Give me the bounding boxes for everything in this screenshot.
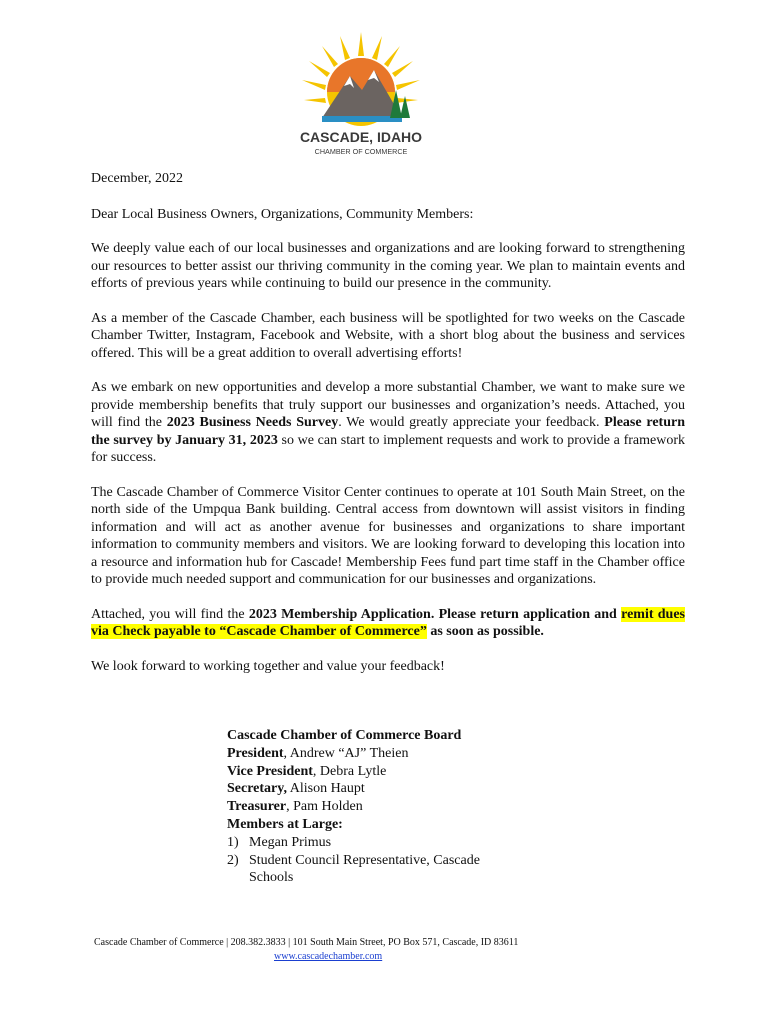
board-president: President, Andrew “AJ” Theien (227, 745, 409, 761)
letter-body (91, 170, 685, 692)
list-item: 2) Student Council Representative, Cascade (227, 852, 480, 868)
footer-contact: Cascade Chamber of Commerce | 208.382.3833 | 101 South Main Street, PO Box 571, Cascade, ID 83611 (94, 937, 519, 948)
board-treasurer: Treasurer, Pam Holden (227, 799, 363, 815)
application-title: 2023 Membership Application (248, 606, 431, 622)
survey-title: 2023 Business Needs Survey (166, 415, 339, 430)
list-item-continuation: Schools (249, 870, 294, 886)
board-list (227, 727, 527, 887)
paragraph-3: As we embark on new opportunities and develop a more substantial Chamber, we want to make sure we provide membership benefits that truly support our businesses and organization’s needs. Attached, you will find the 2023 Business Needs Survey. We would greatly appreciate your feedback. Please return the survey by January 31, 2023 so we can start to implement requests and work to provide a framework for success. (91, 380, 685, 465)
letter-date: December, 2022 (91, 171, 183, 186)
sun-mountain-emblem (300, 30, 422, 160)
members-title: Members at Large: (227, 816, 343, 832)
chamber-logo (300, 30, 422, 160)
closing-line: We look forward to working together and value your feedback! (91, 658, 445, 674)
logo-name: CASCADE, IDAHO (300, 129, 422, 145)
board-vice-president: Vice President, Debra Lytle (227, 763, 387, 779)
board-secretary: Secretary, Alison Haupt (227, 781, 365, 797)
remit-dues-highlight: remit dues via Check payable to “Cascade Chamber of Commerce” (91, 606, 686, 639)
paragraph-1: We deeply value each of our local businesses and organizations and are looking forward to strengthening our resources to better assist our thriving community in the coming year. We plan to maintain events and efforts of previous years while continuing to build our presence in the community. (91, 241, 685, 291)
paragraph-5: Attached, you will find the 2023 Membership Application. Please return application and remit dues via Check payable to “Cascade Chamber of Commerce” as soon as possible. (91, 606, 686, 639)
paragraph-4: The Cascade Chamber of Commerce Visitor Center continues to operate at 101 South Main Street, on the north side of the Umpqua Bank building. Central access from downtown will assist visitors in finding information and will act as another avenue for businesses and organizations to share important information to community members and visitors. We are looking forward to developing this location into a resource and information hub for Cascade! Membership Fees fund part time staff in the Chamber office to provide much needed support and communication for our businesses and organizations. (91, 484, 685, 587)
paragraph-2: As a member of the Cascade Chamber, each business will be spotlighted for two weeks on the Cascade Chamber Twitter, Instagram, Facebook and Website, with a short blog about the business and services offered. This will be a great addition to overall advertising efforts! (91, 310, 685, 361)
list-item: 1) Megan Primus (227, 834, 332, 850)
website-link[interactable]: www.cascadechamber.com (274, 951, 383, 962)
board-title: Cascade Chamber of Commerce Board (227, 728, 462, 743)
salutation: Dear Local Business Owners, Organizations, Community Members: (91, 206, 474, 222)
logo-subtitle: CHAMBER OF COMMERCE (314, 147, 408, 156)
survey-deadline: Please return the survey by January 31, 2023 (91, 415, 685, 448)
